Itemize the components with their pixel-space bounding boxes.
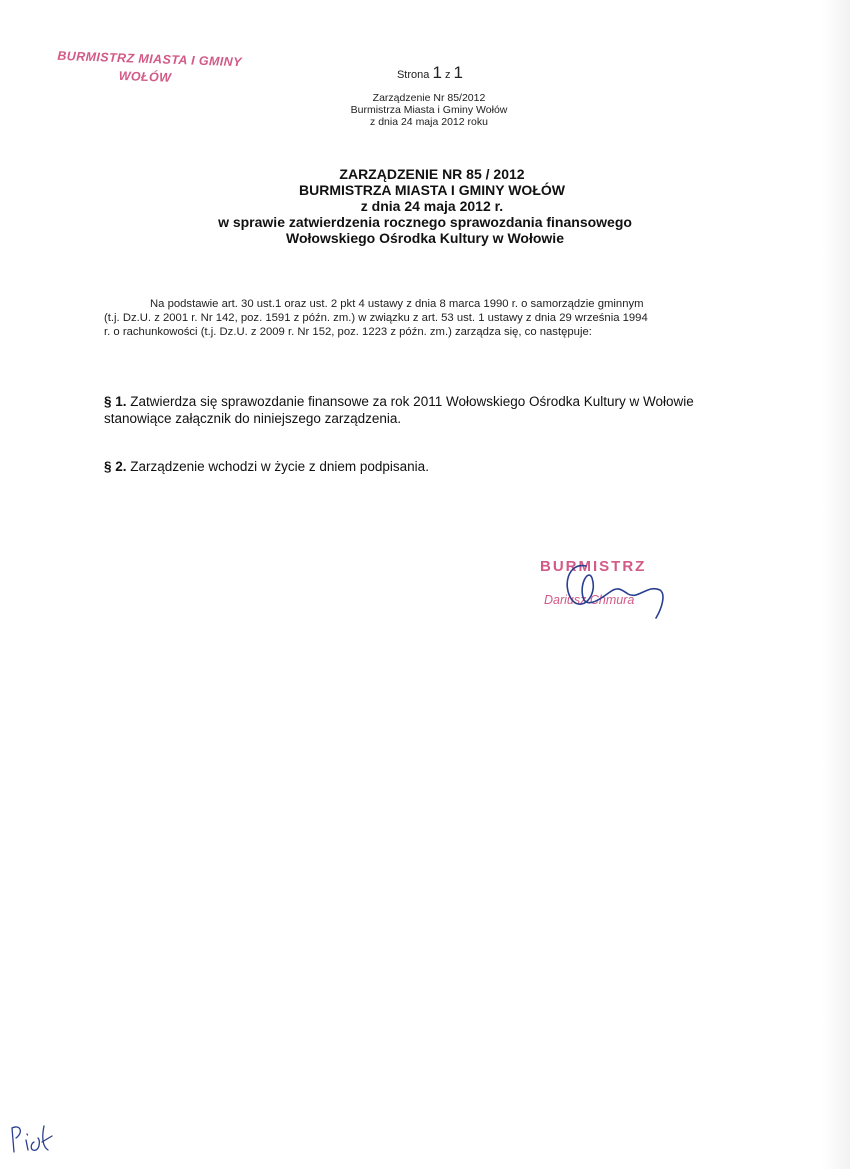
page-number-total: 1: [453, 63, 464, 82]
signature-stamp-role: BURMISTRZ: [540, 558, 647, 575]
title-line4: w sprawie zatwierdzenia rocznego sprawozdania finansowego: [218, 214, 632, 230]
section-2-line1: Zarządzenie wchodzi w życie z dniem podpisania.: [130, 459, 429, 474]
handwritten-signature: [538, 556, 698, 626]
preamble-line1: Na podstawie art. 30 ust.1 oraz ust. 2 pkt 4 ustawy z dnia 8 marca 1990 r. o samorządzie gminnym: [150, 298, 644, 310]
running-header-line3: z dnia 24 maja 2012 roku: [370, 116, 488, 128]
section-1-mark: § 1.: [104, 394, 127, 409]
section-1-line2: stanowiące załącznik do niniejszego zarządzenia.: [104, 411, 402, 426]
section-1: [104, 393, 744, 427]
page-number-current: 1: [432, 63, 442, 82]
section-1-line1: Zatwierdza się sprawozdanie finansowe za rok 2011 Wołowskiego Ośrodka Kultury w Wołowie: [130, 394, 694, 409]
handwritten-initials: [8, 1122, 56, 1156]
running-header: [0, 92, 850, 128]
scan-edge-shadow: [822, 0, 850, 1169]
title-line5: Wołowskiego Ośrodka Kultury w Wołowie: [286, 230, 564, 246]
preamble-line2: (t.j. Dz.U. z 2001 r. Nr 142, poz. 1591 z późn. zm.) w związku z art. 53 ust. 1 ustawy z dnia 29 września 1994: [104, 312, 648, 324]
running-header-line1: Zarządzenie Nr 85/2012: [372, 92, 486, 104]
title-line2: BURMISTRZA MIASTA I GMINY WOŁÓW: [299, 182, 565, 198]
section-2: [104, 458, 744, 475]
page-number-sep: z: [444, 69, 451, 81]
page-number-label: Strona: [396, 69, 430, 81]
preamble-line3: r. o rachunkowości (t.j. Dz.U. z 2009 r. Nr 152, poz. 1223 z późn. zm.) zarządza się, co następuje:: [104, 326, 592, 338]
title-line1: ZARZĄDZENIE NR 85 / 2012: [339, 166, 525, 182]
running-header-line2: Burmistrza Miasta i Gminy Wołów: [350, 104, 508, 116]
office-stamp-line1: BURMISTRZ MIASTA I GMINY: [57, 48, 243, 70]
section-2-mark: § 2.: [104, 459, 127, 474]
preamble: [104, 297, 760, 339]
office-stamp-line2: WOŁÓW: [118, 68, 172, 85]
title-line3: z dnia 24 maja 2012 r.: [360, 198, 504, 214]
page-number: [0, 63, 850, 83]
document-title: [0, 166, 850, 246]
signature-stamp: [538, 556, 698, 626]
signature-stamp-name: Dariusz Chmura: [544, 593, 635, 607]
